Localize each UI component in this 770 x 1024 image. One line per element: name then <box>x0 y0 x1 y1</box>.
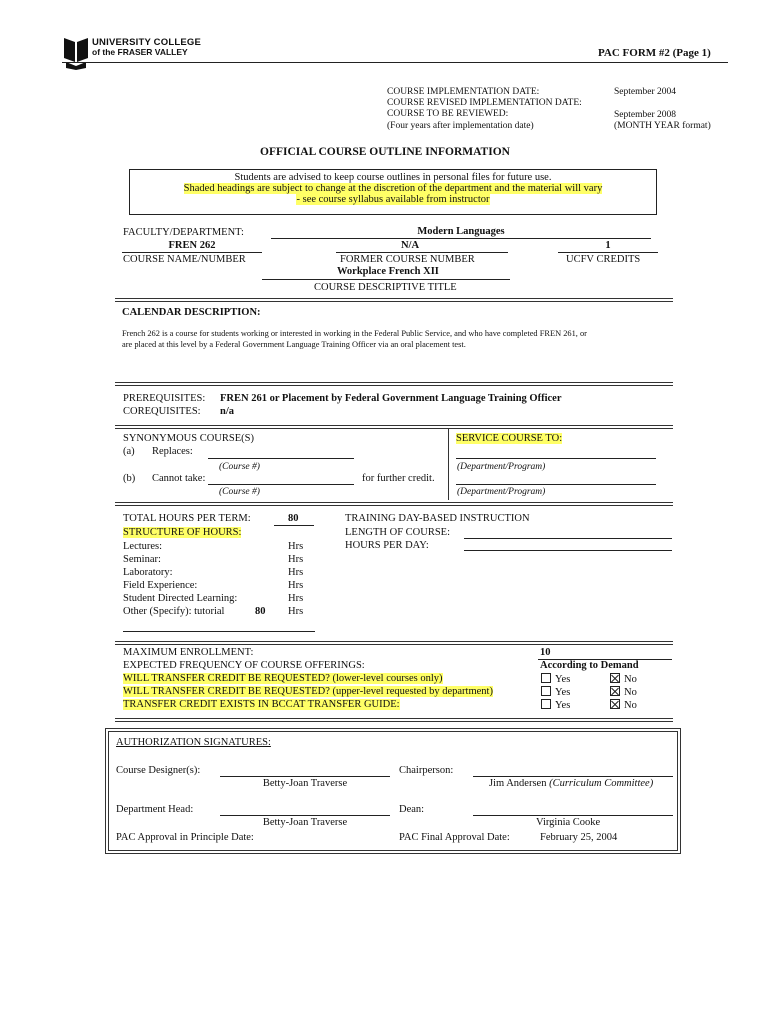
dept-program-label-2: (Department/Program) <box>457 487 546 497</box>
hours-row: Lectures: Hrs <box>123 541 304 552</box>
coreq-label: COREQUISITES: <box>123 406 201 417</box>
transfer-q2: WILL TRANSFER CREDIT BE REQUESTED? (upper-level requested by department) <box>123 686 493 697</box>
impl-date-label: COURSE IMPLEMENTATION DATE: <box>387 87 540 97</box>
total-hours-label: TOTAL HOURS PER TERM: <box>123 513 251 524</box>
replaces-field[interactable] <box>208 458 354 459</box>
review-value: September 2008 <box>614 110 677 120</box>
former-course-label: FORMER COURSE NUMBER <box>340 254 475 265</box>
checkbox-icon[interactable] <box>541 686 551 696</box>
dean-label: Dean: <box>399 804 425 815</box>
transfer-q1: WILL TRANSFER CREDIT BE REQUESTED? (lower-level courses only) <box>123 673 443 684</box>
coreq-value: n/a <box>220 406 235 417</box>
service-heading: SERVICE COURSE TO: <box>456 433 563 444</box>
signatures-heading: AUTHORIZATION SIGNATURES: <box>116 737 271 748</box>
page-title: OFFICIAL COURSE OUTLINE INFORMATION <box>260 146 510 158</box>
frequency-label: EXPECTED FREQUENCY OF COURSE OFFERINGS: <box>123 660 365 671</box>
max-enrollment-value: 10 <box>540 647 551 658</box>
hours-row: Student Directed Learning: Hrs <box>123 593 304 604</box>
course-number: FREN 262 <box>168 240 216 251</box>
cannot-take-label: Cannot take: <box>152 473 206 484</box>
notice-box <box>129 169 657 215</box>
calendar-description: French 262 is a course for students working or interested in working in the Federal Public Service, and who have completed FREN 261, or are placed at this level by a Federal Government Language Training Officer via an oral placement test. <box>122 329 587 349</box>
designer-signature-field[interactable] <box>220 776 390 777</box>
length-label: LENGTH OF COURSE: <box>345 527 451 538</box>
notice-line1: Students are advised to keep course outlines in personal files for future use. <box>234 172 552 183</box>
pac-final-value: February 25, 2004 <box>540 832 618 843</box>
cannot-take-letter: (b) <box>123 473 136 484</box>
checked-box-icon[interactable] <box>610 686 620 696</box>
structure-heading: STRUCTURE OF HOURS: <box>123 527 242 538</box>
chair-label: Chairperson: <box>399 765 454 776</box>
dept-head-signature-field[interactable] <box>220 815 390 816</box>
logo-line2: of the FRASER VALLEY <box>92 47 188 57</box>
credits-label: UCFV CREDITS <box>566 254 641 265</box>
form-title: PAC FORM #2 (Page 1) <box>598 47 711 59</box>
review-label: COURSE TO BE REVIEWED: <box>387 109 509 119</box>
notice-line2: Shaded headings are subject to change at the discretion of the department and the material will vary <box>183 183 603 194</box>
q1-no-option[interactable]: No <box>610 673 637 685</box>
total-hours-value: 80 <box>288 513 299 524</box>
checked-box-icon[interactable] <box>610 673 620 683</box>
dept-head-value: Betty-Joan Traverse <box>262 817 348 828</box>
hours-structure-list <box>123 540 323 618</box>
pac-principle-label: PAC Approval in Principle Date: <box>116 832 254 843</box>
header-rule <box>62 62 728 63</box>
book-icon <box>62 36 90 70</box>
training-label: TRAINING DAY-BASED INSTRUCTION <box>345 513 530 524</box>
course-hash-label-a: (Course #) <box>219 462 260 472</box>
transfer-q3: TRANSFER CREDIT EXISTS IN BCCAT TRANSFER GUIDE: <box>123 699 400 710</box>
pac-final-label: PAC Final Approval Date: <box>399 832 510 843</box>
q2-no-option[interactable]: No <box>610 686 637 698</box>
max-enrollment-label: MAXIMUM ENROLLMENT: <box>123 647 254 658</box>
per-day-field[interactable] <box>464 550 672 551</box>
hours-row: Other (Specify): tutorial 80 Hrs <box>123 606 304 617</box>
designer-value: Betty-Joan Traverse <box>262 778 348 789</box>
service-dept-field-1[interactable] <box>456 458 656 459</box>
replaces-letter: (a) <box>123 446 135 457</box>
service-dept-field-2[interactable] <box>456 484 656 485</box>
checkbox-icon[interactable] <box>541 699 551 709</box>
impl-date-value: September 2004 <box>614 87 677 97</box>
credits-value: 1 <box>605 240 611 251</box>
checkbox-icon[interactable] <box>541 673 551 683</box>
dean-signature-field[interactable] <box>473 815 673 816</box>
course-name-label: COURSE NAME/NUMBER <box>123 254 246 265</box>
hours-row: Laboratory: Hrs <box>123 567 304 578</box>
course-title-value: Workplace French XII <box>337 266 439 277</box>
notice-line3: - see course syllabus available from instructor <box>296 194 490 205</box>
review-format: (MONTH YEAR format) <box>614 121 711 131</box>
replaces-label: Replaces: <box>152 446 193 457</box>
faculty-value: Modern Languages <box>417 226 505 237</box>
per-day-label: HOURS PER DAY: <box>345 540 429 551</box>
revised-date-label: COURSE REVISED IMPLEMENTATION DATE: <box>387 98 582 108</box>
q1-yes-option[interactable]: Yes <box>541 673 570 685</box>
designer-label: Course Designer(s): <box>116 765 201 776</box>
prereq-label: PREREQUISITES: <box>123 393 206 404</box>
former-course-value: N/A <box>400 240 420 251</box>
chair-signature-field[interactable] <box>473 776 673 777</box>
cannot-take-field[interactable] <box>208 484 354 485</box>
course-title-label: COURSE DESCRIPTIVE TITLE <box>314 282 457 293</box>
dept-head-label: Department Head: <box>116 804 194 815</box>
q3-yes-option[interactable]: Yes <box>541 699 570 711</box>
hours-row: Seminar: Hrs <box>123 554 304 565</box>
review-note: (Four years after implementation date) <box>387 121 534 131</box>
ucfv-logo <box>62 36 212 70</box>
faculty-label: FACULTY/DEPARTMENT: <box>123 227 244 238</box>
logo-line1: UNIVERSITY COLLEGE <box>92 37 201 48</box>
hours-row: Field Experience: Hrs <box>123 580 304 591</box>
synonymous-heading: SYNONYMOUS COURSE(S) <box>123 433 254 444</box>
q2-yes-option[interactable]: Yes <box>541 686 570 698</box>
prereq-value: FREN 261 or Placement by Federal Government Language Training Officer <box>220 393 562 404</box>
dean-value: Virginia Cooke <box>536 817 601 828</box>
further-credit-label: for further credit. <box>362 473 435 484</box>
checked-box-icon[interactable] <box>610 699 620 709</box>
chair-signee: Jim Andersen (Curriculum Committee) <box>489 778 654 789</box>
length-field[interactable] <box>464 538 672 539</box>
q3-no-option[interactable]: No <box>610 699 637 711</box>
calendar-heading: CALENDAR DESCRIPTION: <box>122 307 261 318</box>
course-hash-label-b: (Course #) <box>219 487 260 497</box>
dept-program-label-1: (Department/Program) <box>457 462 546 472</box>
frequency-value: According to Demand <box>540 660 639 671</box>
